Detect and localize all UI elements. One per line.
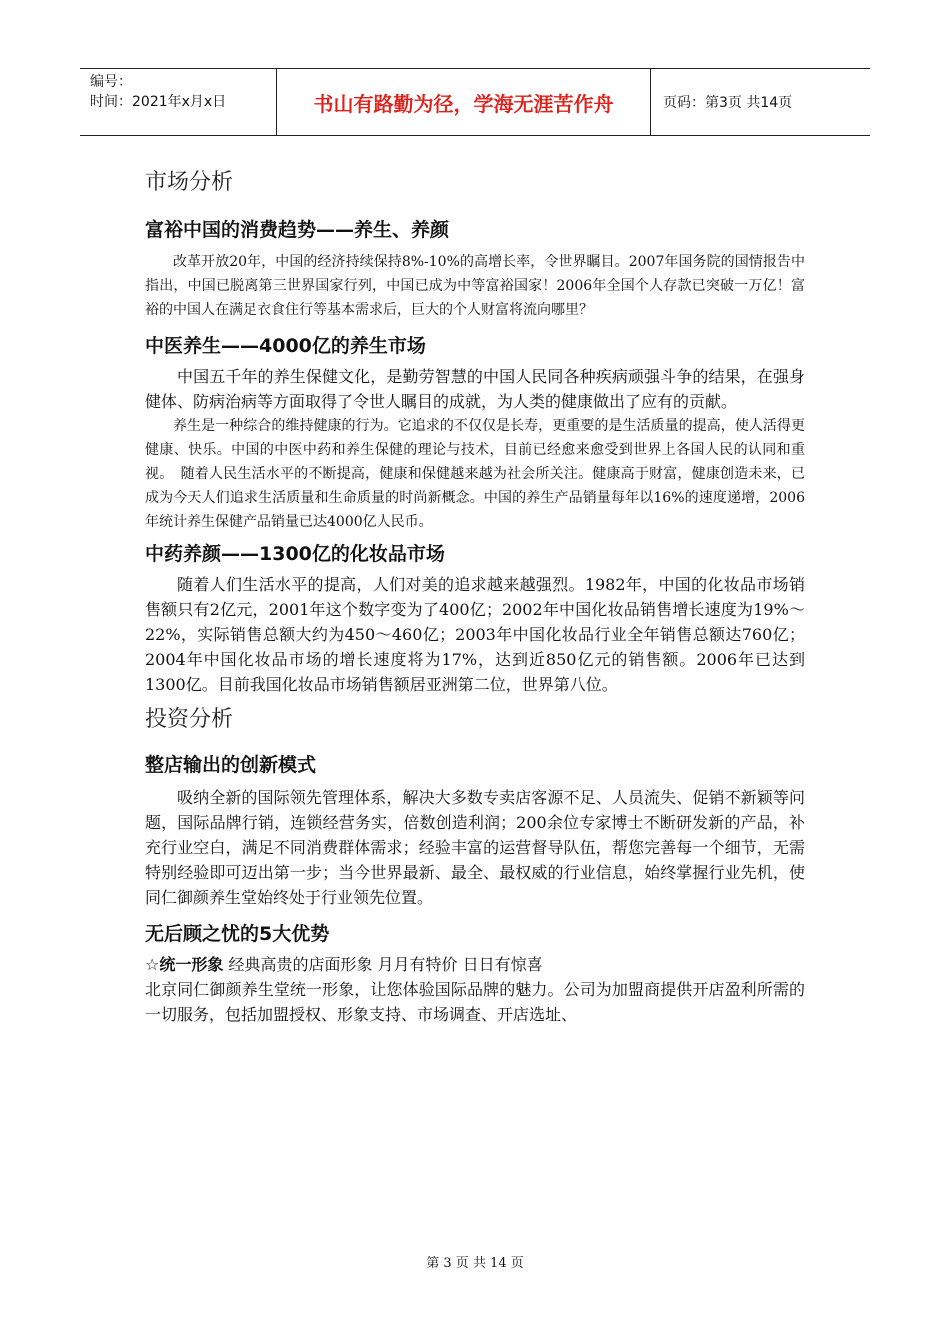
- paragraph-store-model: 吸纳全新的国际领先管理体系，解决大多数专卖店客源不足、人员流失、促销不新颖等问题，国际品牌行销，连锁经营务实，倍数创造利润；200余位专家博士不断研发新的产品，补充行业空白，满足不同消费群体需求；经验丰富的运营督导队伍，帮您完善每一个细节，无需特别经验即可迈出第一步；当今世界最新、最全、最权威的行业信息，始终掌握行业先机，使同仁御颜养生堂始终处于行业领先位置。: [145, 788, 805, 907]
- advantage-item-unified-image: [145, 952, 805, 977]
- heading-cosmetics-market: 中药养颜——1300亿的化妆品市场: [145, 543, 445, 565]
- paragraph-cosmetics-market: 随着人们生活水平的提高，人们对美的追求越来越强烈。1982年，中国的化妆品市场销售额只有2亿元，2001年这个数字变为了400亿；2002年中国化妆品销售增长速度为19%～22%，实际销售总额大约为450～460亿；2003年中国化妆品行业全年销售总额达760亿；2004年中国化妆品市场的增长速度将为17%，达到近850亿元的销售额。2006年已达到1300亿。目前我国化妆品市场销售额居亚洲第二位，世界第八位。: [145, 575, 805, 694]
- paragraph-consumption-trend: 改革开放20年，中国的经济持续保持8%-10%的高增长率，令世界瞩目。2007年国务院的国情报告中指出，中国已脱离第三世界国家行列，中国已成为中等富裕国家！2006年全国个人存款已突破一万亿！富裕的中国人在满足衣食住行等基本需求后，巨大的个人财富将流向哪里？: [145, 254, 805, 318]
- section-title-investment: 投资分析: [145, 707, 234, 732]
- doc-time-label: 时间：2021年x月x日: [90, 94, 227, 110]
- doc-number-label: 编号：: [90, 74, 132, 90]
- header-page-info: 页码：第3页 共14页: [663, 95, 793, 111]
- page-header: [80, 68, 870, 136]
- heading-five-advantages: 无后顾之忧的5大优势: [145, 923, 330, 945]
- page-footer: 第 3 页 共 14 页: [426, 1256, 524, 1271]
- header-motto: 书山有路勤为径，学海无涯苦作舟: [277, 69, 651, 135]
- document-body: [145, 168, 805, 1027]
- heading-consumption-trend: 富裕中国的消费趋势——养生、养颜: [145, 219, 450, 241]
- paragraph-tcm-health-1: 中国五千年的养生保健文化，是勤劳智慧的中国人民同各种疾病顽强斗争的结果，在强身健体、防病治病等方面取得了令世人瞩目的成就，为人类的健康做出了应有的贡献。: [145, 367, 805, 411]
- heading-store-model: 整店输出的创新模式: [145, 754, 317, 776]
- advantage-lead: ☆统一形象: [145, 955, 224, 974]
- advantage-tagline: 经典高贵的店面形象 月月有特价 日日有惊喜: [223, 955, 543, 974]
- section-title-market: 市场分析: [145, 170, 234, 195]
- paragraph-tcm-health-2: 养生是一种综合的维持健康的行为。它追求的不仅仅是长寿，更重要的是生活质量的提高，使人活得更健康、快乐。中国的中医中药和养生保健的理论与技术，目前已经愈来愈受到世界上各国人民的认同和重视。 随着人民生活水平的不断提高，健康和保健越来越为社会所关注。健康高于财富，健康创造未来，已成为今天人们追求生活质量和生命质量的时尚新概念。中国的养生产品销量每年以16%的速度递增，2006年统计养生保健产品销量已达4000亿人民币。: [145, 418, 805, 530]
- heading-tcm-health: 中医养生——4000亿的养生市场: [145, 335, 426, 357]
- header-meta: [80, 69, 277, 135]
- paragraph-unified-image: 北京同仁御颜养生堂统一形象，让您体验国际品牌的魅力。公司为加盟商提供开店盈利所需的一切服务，包括加盟授权、形象支持、市场调查、开店选址、: [145, 980, 805, 1024]
